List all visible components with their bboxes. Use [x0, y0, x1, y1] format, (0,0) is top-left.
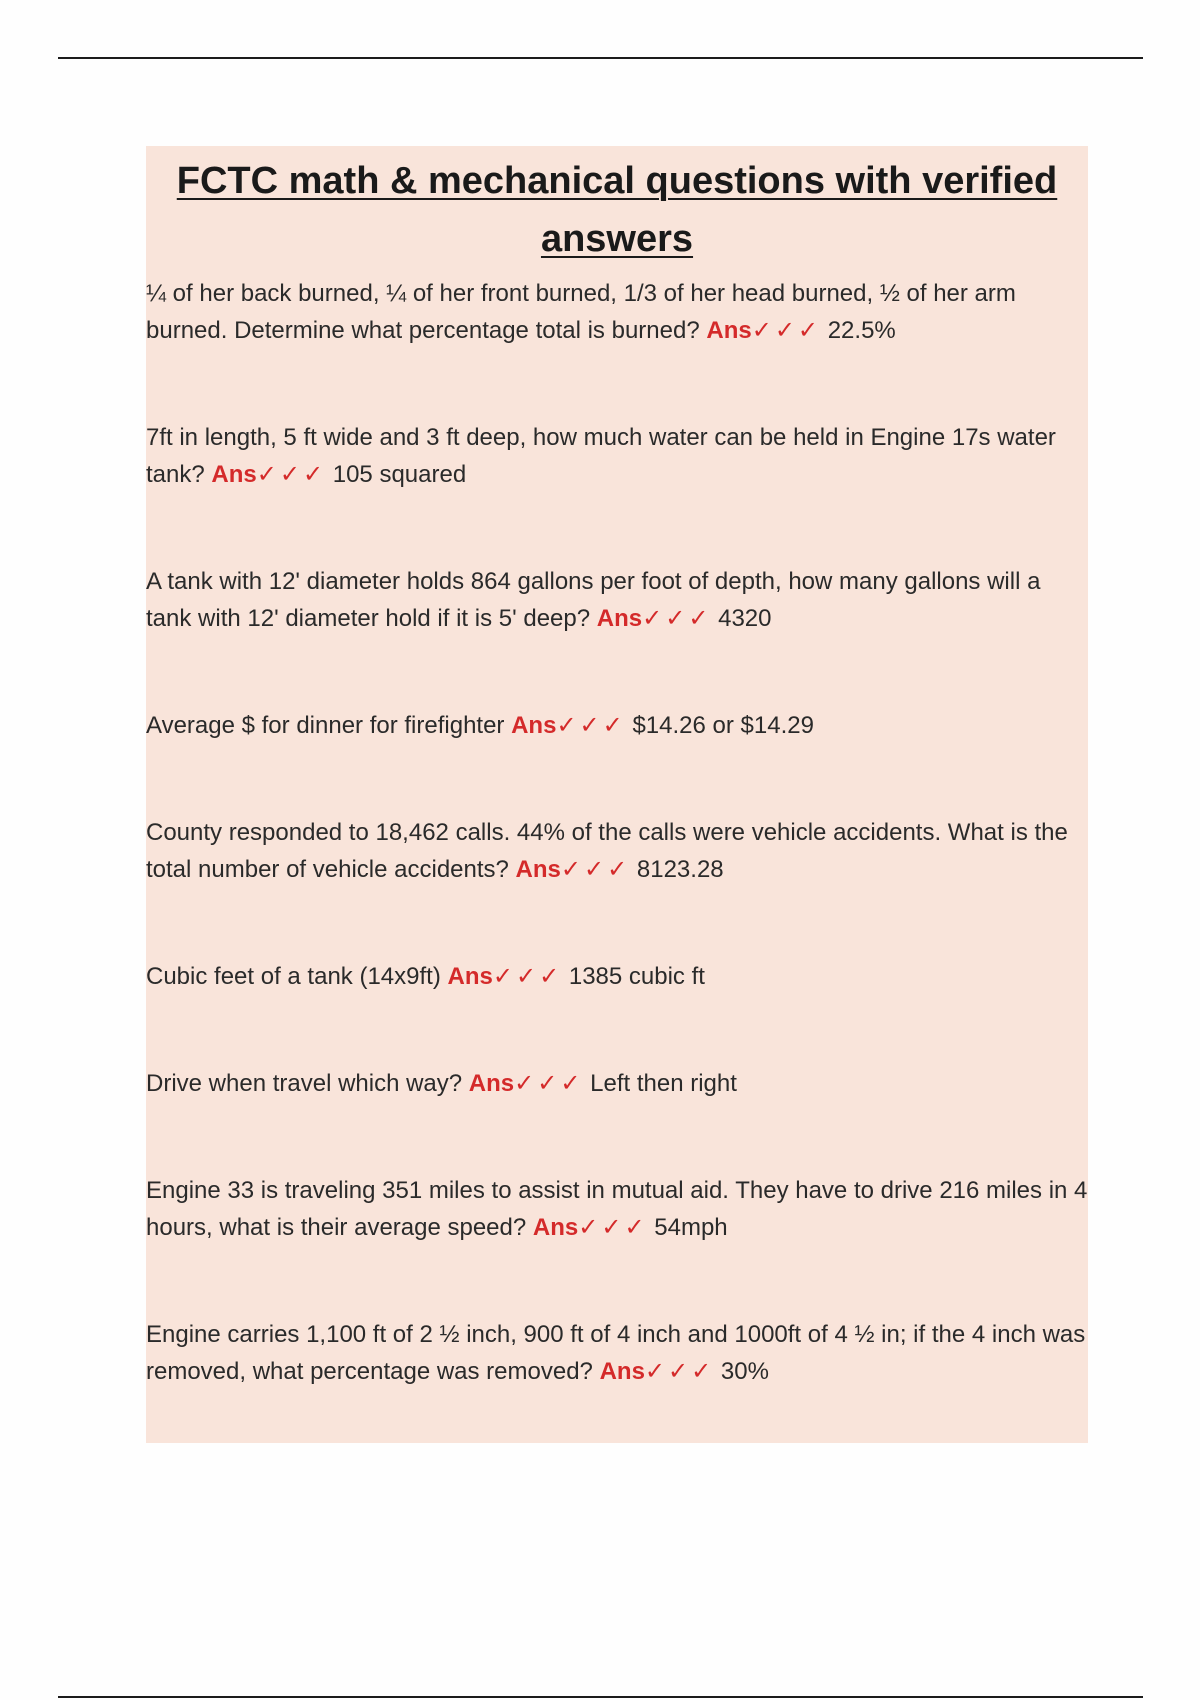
answer-text: 22.5%: [827, 317, 896, 344]
qa-item-8: [146, 1172, 1088, 1246]
qa-item-7: [146, 1065, 1088, 1102]
qa-item-4: [146, 707, 1088, 744]
qa-item-5: [146, 814, 1088, 888]
check-marks: ✓✓✓: [556, 712, 626, 739]
question-text: Drive when travel which way?: [146, 1070, 463, 1097]
answer-text: 105 squared: [332, 461, 467, 488]
answer-text: Left then right: [590, 1070, 737, 1097]
answer-label: Ans: [211, 461, 257, 488]
check-marks: ✓✓✓: [644, 1358, 715, 1385]
answer-label: Ans: [706, 317, 752, 344]
question-text: 7ft in length, 5 ft wide and 3 ft deep, how much water can be held in Engine 17s water tank?: [146, 424, 1056, 488]
question-text: County responded to 18,462 calls. 44% of the calls were vehicle accidents. What is the total number of vehicle accidents?: [146, 819, 1068, 883]
answer-text: 30%: [720, 1358, 769, 1385]
answer-label: Ans: [447, 963, 493, 990]
qa-item-1: [146, 275, 1088, 349]
question-text: A tank with 12' diameter holds 864 gallons per foot of depth, how many gallons will a tank with 12' diameter hold if it is 5' deep?: [146, 568, 1041, 632]
header-rule: [58, 57, 1143, 59]
answer-text: 54mph: [654, 1214, 728, 1241]
qa-item-2: [146, 419, 1088, 493]
answer-label: Ans: [532, 1214, 579, 1241]
question-panel: [146, 146, 1088, 1443]
question-text: ¼ of her back burned, ¼ of her front burned, 1/3 of her head burned, ½ of her arm burned. Determine what percentage total is burned?: [146, 280, 1016, 344]
check-marks: ✓✓✓: [578, 1214, 648, 1241]
qa-item-3: [146, 563, 1088, 637]
answer-label: Ans: [515, 856, 561, 883]
check-marks: ✓✓✓: [751, 317, 822, 344]
check-marks: ✓✓✓: [514, 1070, 584, 1097]
answer-label: Ans: [468, 1070, 515, 1097]
answer-label: Ans: [599, 1358, 645, 1385]
question-text: Engine 33 is traveling 351 miles to assist in mutual aid. They have to drive 216 miles in 4 hours, what is their average speed?: [146, 1177, 1088, 1241]
qa-item-6: [146, 958, 1088, 995]
answer-label: Ans: [596, 605, 643, 632]
qa-item-9: [146, 1316, 1088, 1390]
check-marks: ✓✓✓: [642, 605, 712, 632]
check-marks: ✓✓✓: [560, 856, 631, 883]
question-text: Engine carries 1,100 ft of 2 ½ inch, 900 ft of 4 inch and 1000ft of 4 ½ in; if the 4 inch was removed, what percentage was removed?: [146, 1321, 1086, 1385]
question-text: Cubic feet of a tank (14x9ft): [146, 963, 441, 990]
document-title: FCTC math & mechanical questions with verified answers: [176, 160, 1058, 260]
check-marks: ✓✓✓: [492, 963, 563, 990]
check-marks: ✓✓✓: [256, 461, 327, 488]
answer-label: Ans: [511, 712, 557, 739]
answer-text: 1385 cubic ft: [568, 963, 705, 990]
answer-text: 8123.28: [636, 856, 724, 883]
question-text: Average $ for dinner for firefighter: [146, 712, 505, 739]
answer-text: $14.26 or $14.29: [632, 712, 814, 739]
answer-text: 4320: [718, 605, 772, 632]
footer-rule: [58, 1696, 1143, 1698]
